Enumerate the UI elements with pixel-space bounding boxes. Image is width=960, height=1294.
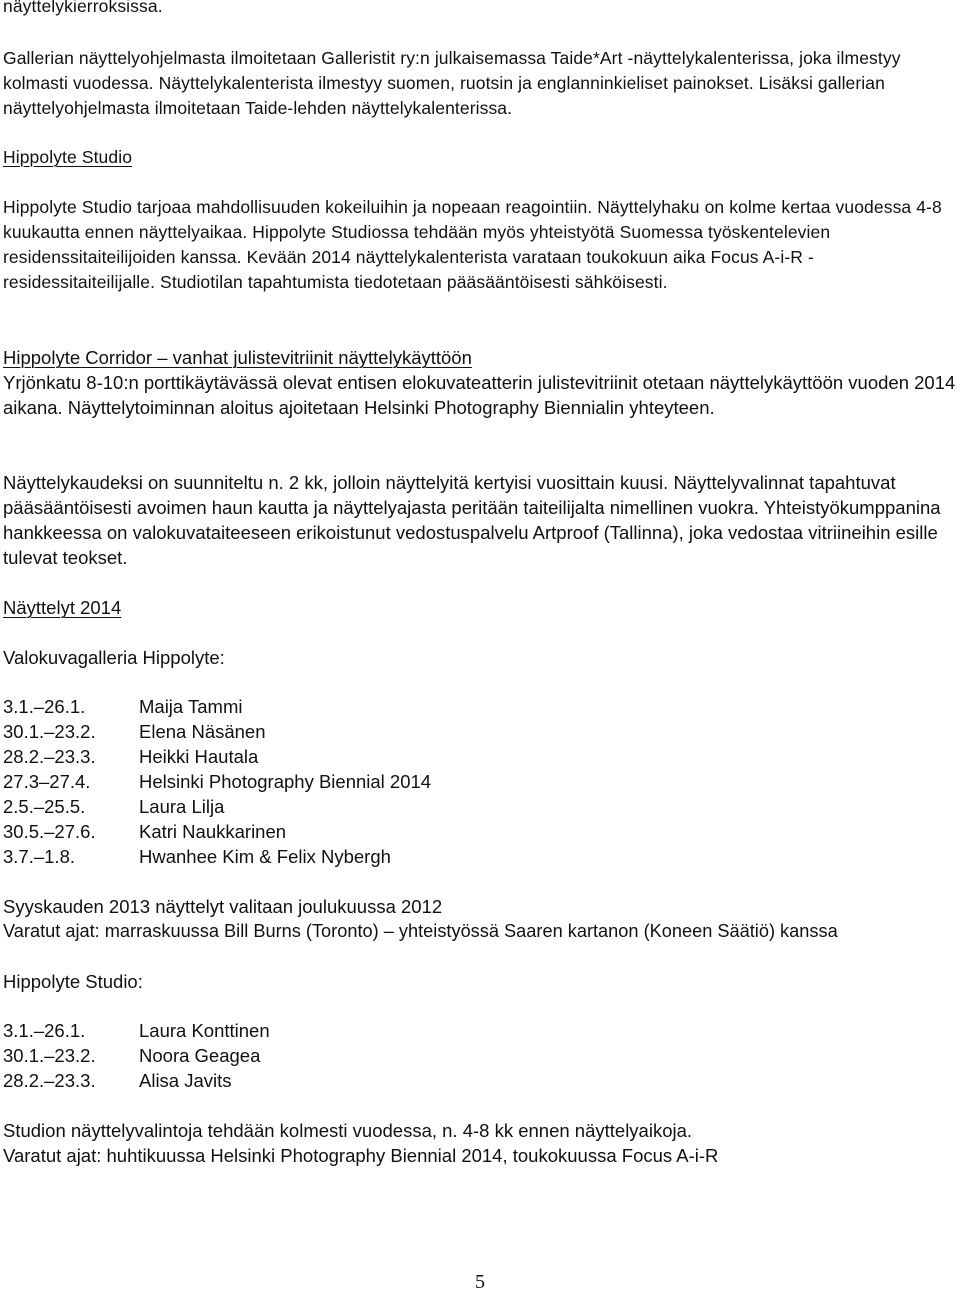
exhibition-dates: 3.1.–26.1. xyxy=(3,696,86,717)
exhibition-artist: Heikki Hautala xyxy=(139,746,259,767)
intro-top-line: näyttelykierroksissa. xyxy=(3,0,163,16)
autumn-selection-note: Syyskauden 2013 näyttelyt valitaan joulukuussa 2012 xyxy=(3,896,443,917)
exhibition-dates: 30.5.–27.6. xyxy=(3,821,96,842)
exhibition-artist: Elena Näsänen xyxy=(139,721,266,742)
exhibition-dates: 3.1.–26.1. xyxy=(3,1020,86,1041)
exhibition-artist: Helsinki Photography Biennial 2014 xyxy=(139,771,432,792)
paragraph-studio: Hippolyte Studio tarjoaa mahdollisuuden kokeiluihin ja nopeaan reagointiin. Näyttelyhaku on kolme kertaa vuodessa 4-8 kuukautta ennen näyttelyaikaa. Hippolyte Studiossa tehdään myös yhteistyötä Suomessa työskentelevien residenssitaiteilijoiden kanssa. Kevään 2014 näyttelykalenterista varataan toukokuun aika Focus A-i-R -residessitaiteilijalle. Studiotilan tapahtumista tiedotetaan pääsääntöisesti sähköisesti. xyxy=(3,197,942,292)
exhibition-artist: Noora Geagea xyxy=(139,1045,261,1066)
exhibition-artist: Laura Lilja xyxy=(139,796,225,817)
reserved-times-studio: Varatut ajat: huhtikuussa Helsinki Photography Biennial 2014, toukokuussa Focus A-i-R xyxy=(3,1145,719,1166)
exhibition-dates: 2.5.–25.5. xyxy=(3,796,86,817)
exhibition-artist: Alisa Javits xyxy=(139,1070,232,1091)
label-hippolyte-studio: Hippolyte Studio: xyxy=(3,971,143,992)
exhibition-dates: 30.1.–23.2. xyxy=(3,1045,96,1066)
reserved-times-gallery: Varatut ajat: marraskuussa Bill Burns (Toronto) – yhteistyössä Saaren kartanon (Koneen Säätiö) kanssa xyxy=(3,921,838,941)
exhibition-dates: 28.2.–23.3. xyxy=(3,746,96,767)
exhibition-dates: 27.3–27.4. xyxy=(3,771,91,792)
paragraph-corridor-2: Näyttelykaudeksi on suunniteltu n. 2 kk, jolloin näyttelyitä kertyisi vuosittain kuusi. Näyttelyvalinnat tapahtuvat pääsääntöisesti avoimen haun kautta ja näyttelyajasta peritään taiteilijalta nimellinen vuokra. Yhteistyökumppanina hankkeessa on valokuvataiteeseen erikoistunut vedostuspalvelu Artproof (Tallinna), joka vedostaa vitriineihin esille tulevat teokset. xyxy=(3,472,941,568)
page-number: 5 xyxy=(475,1271,485,1293)
heading-hippolyte-studio: Hippolyte Studio xyxy=(3,147,133,167)
exhibition-dates: 3.7.–1.8. xyxy=(3,846,76,867)
heading-hippolyte-corridor: Hippolyte Corridor – vanhat julistevitriinit näyttelykäyttöön xyxy=(3,347,472,368)
exhibition-dates: 30.1.–23.2. xyxy=(3,721,96,742)
studio-selection-note: Studion näyttelyvalintoja tehdään kolmesti vuodessa, n. 4-8 kk ennen näyttelyaikoja. xyxy=(3,1120,693,1141)
exhibition-dates: 28.2.–23.3. xyxy=(3,1070,96,1091)
exhibition-artist: Maija Tammi xyxy=(139,696,243,717)
exhibition-artist: Katri Naukkarinen xyxy=(139,821,287,842)
exhibition-artist: Laura Konttinen xyxy=(139,1020,270,1041)
exhibition-artist: Hwanhee Kim & Felix Nybergh xyxy=(139,846,391,867)
label-gallery-hippolyte: Valokuvagalleria Hippolyte: xyxy=(3,647,225,668)
paragraph-corridor-1: Yrjönkatu 8-10:n porttikäytävässä olevat entisen elokuvateatterin julistevitriinit otetaan näyttelykäyttöön vuoden 2014 aikana. Näyttelytoiminnan aloitus ajoitetaan Helsinki Photography Biennialin yhteyteen. xyxy=(3,372,956,418)
heading-exhibitions-2014: Näyttelyt 2014 xyxy=(3,597,122,618)
paragraph-galleristit: Gallerian näyttelyohjelmasta ilmoitetaan Galleristit ry:n julkaisemassa Taide*Art -näyttelykalenterissa, joka ilmestyy kolmasti vuodessa. Näyttelykalenterista ilmestyy suomen, ruotsin ja englanninkieliset painokset. Lisäksi gallerian näyttelyohjelmasta ilmoitetaan Taide-lehden näyttelykalenterissa. xyxy=(3,48,901,118)
